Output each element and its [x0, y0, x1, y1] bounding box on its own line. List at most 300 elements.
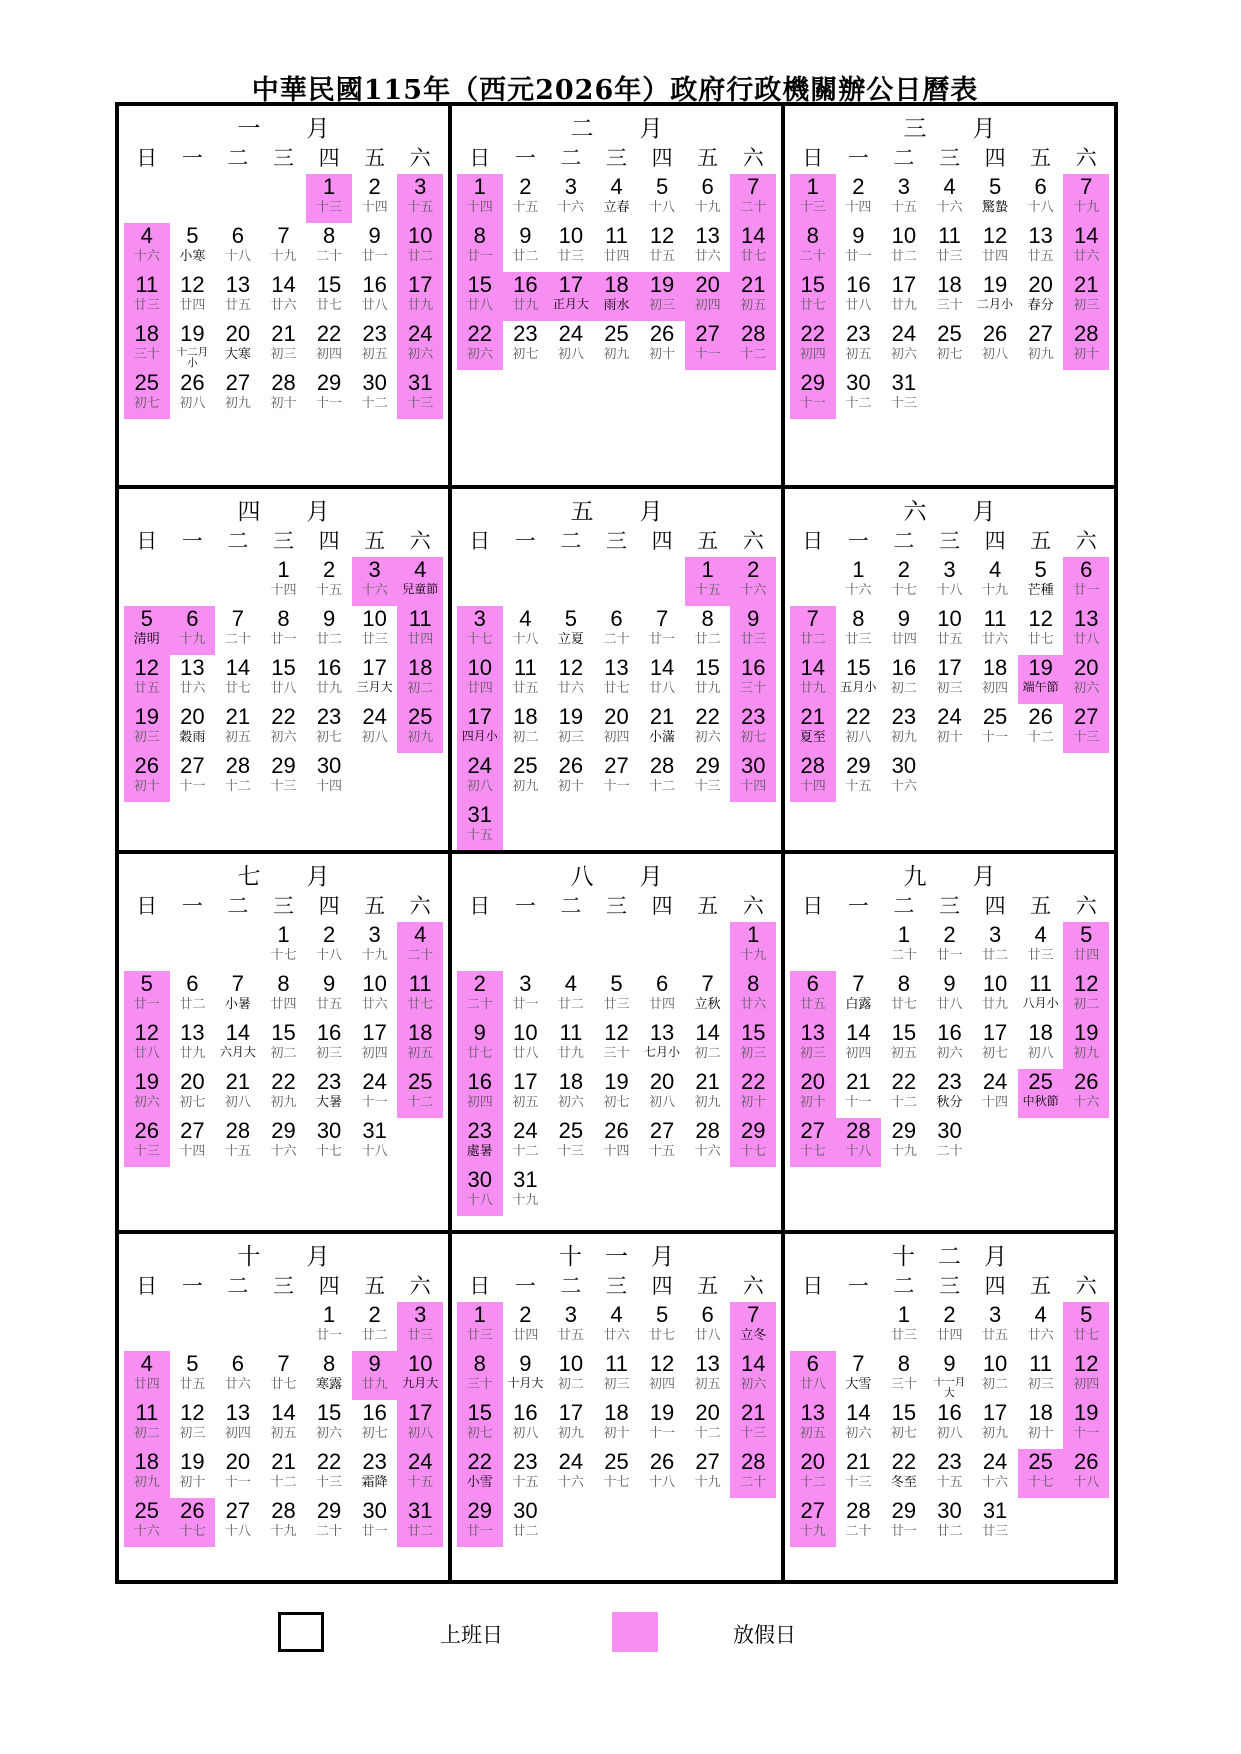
day-number: 24: [982, 1069, 1008, 1094]
weekday-header: [790, 527, 1109, 557]
day-lunar-label: 廿四: [603, 249, 630, 263]
day-lunar-label: 初二: [890, 681, 917, 695]
day-lunar-label: 二十: [740, 200, 767, 214]
day-number: 26: [180, 370, 205, 395]
day-cell: [170, 606, 216, 655]
day-number: 18: [134, 1449, 160, 1474]
day-lunar-label: 十五: [316, 583, 343, 597]
day-cell-empty: [1063, 370, 1109, 419]
day-number: 2: [897, 557, 911, 582]
day-cell: [1063, 606, 1109, 655]
day-lunar-label: 二十: [603, 632, 630, 646]
week-row: [457, 1351, 776, 1400]
day-lunar-label: 十二: [649, 779, 676, 793]
day-lunar-label: 初二: [133, 1426, 160, 1440]
day-number: 6: [186, 971, 199, 996]
day-number: 22: [800, 321, 826, 346]
day-number: 29: [846, 753, 871, 778]
day-lunar-label: 初六: [316, 1426, 343, 1440]
day-lunar-label: 廿三: [133, 298, 160, 312]
day-lunar-label: 初七: [316, 730, 343, 744]
day-cell: [685, 174, 731, 223]
day-cell: [352, 971, 398, 1020]
day-cell: [927, 922, 973, 971]
day-cell: [215, 704, 261, 753]
day-number: 29: [800, 370, 826, 395]
day-lunar-label: 初五: [224, 730, 251, 744]
day-lunar-label: 初四: [982, 681, 1009, 695]
day-lunar-label: 穀雨: [179, 730, 206, 744]
day-cell: [836, 1069, 882, 1118]
day-lunar-label: 初五: [512, 1095, 539, 1109]
week-row: [457, 1400, 776, 1449]
day-number: 9: [368, 1351, 381, 1376]
day-number: 21: [649, 704, 675, 729]
day-lunar-label: 廿六: [361, 997, 388, 1011]
weekday-label: 三: [605, 147, 627, 170]
day-lunar-label: 廿七: [649, 1328, 676, 1342]
day-cell-empty: [215, 174, 261, 223]
day-number: 8: [806, 223, 819, 248]
day-number: 7: [655, 606, 669, 631]
day-cell: [397, 1498, 443, 1547]
day-cell: [594, 321, 640, 370]
day-number: 21: [271, 1449, 296, 1474]
weekday-label: 五: [697, 1275, 719, 1298]
day-number: 17: [467, 704, 493, 729]
day-lunar-label: 三月大: [356, 681, 393, 694]
day-cell: [927, 971, 973, 1020]
day-cell: [927, 557, 973, 606]
day-cell: [639, 321, 685, 370]
day-cell-empty: [790, 557, 836, 606]
day-cell: [397, 1020, 443, 1069]
day-number: 10: [937, 606, 962, 631]
day-number: 8: [747, 971, 760, 996]
day-cell-empty: [124, 922, 170, 971]
day-cell: [215, 655, 261, 704]
day-lunar-label: 初八: [649, 1095, 676, 1109]
day-number: 27: [800, 1498, 826, 1523]
day-lunar-label: 廿四: [936, 1328, 963, 1342]
day-number: 22: [271, 1069, 296, 1094]
day-cell: [685, 655, 731, 704]
day-cell: [261, 655, 307, 704]
day-cell: [927, 1400, 973, 1449]
month-block-3: [785, 106, 1118, 489]
week-row: [790, 321, 1109, 370]
weekday-label: 六: [409, 147, 431, 170]
day-cell-empty: [457, 922, 503, 971]
day-lunar-label: 廿二: [512, 249, 539, 263]
day-cell: [594, 1069, 640, 1118]
day-number: 11: [1029, 1351, 1053, 1376]
day-number: 9: [519, 1351, 532, 1376]
day-cell: [836, 223, 882, 272]
day-lunar-label: 廿八: [133, 1046, 160, 1060]
day-cell: [639, 971, 685, 1020]
day-lunar-label: 初三: [557, 730, 584, 744]
day-cell: [352, 606, 398, 655]
day-cell-empty: [261, 174, 307, 223]
day-cell-empty: [548, 1167, 594, 1216]
week-row: [457, 922, 776, 971]
weekday-label: 三: [272, 1275, 294, 1298]
weekday-header: [790, 1272, 1109, 1302]
day-lunar-label: 初九: [224, 396, 251, 410]
day-cell-empty: [1018, 753, 1064, 802]
day-number: 22: [891, 1069, 917, 1094]
day-number: 21: [846, 1069, 871, 1094]
day-lunar-label: 初七: [890, 1426, 917, 1440]
day-number: 29: [891, 1118, 917, 1143]
day-cell: [215, 370, 261, 419]
weekday-header: [124, 527, 443, 557]
day-lunar-label: 八月小: [1022, 997, 1059, 1010]
day-number: 27: [695, 321, 720, 346]
day-cell-empty: [790, 922, 836, 971]
day-cell: [124, 1020, 170, 1069]
day-cell: [306, 971, 352, 1020]
day-number: 10: [558, 1351, 584, 1376]
day-number: 3: [564, 1302, 578, 1327]
day-cell: [790, 753, 836, 802]
day-cell: [639, 1020, 685, 1069]
month-title-1: 一 月: [237, 115, 330, 141]
month-title-12: 十 二 月: [892, 1243, 1007, 1269]
weekday-label: 五: [1030, 895, 1052, 918]
week-row: [790, 272, 1109, 321]
day-lunar-label: 廿四: [649, 997, 676, 1011]
day-lunar-label: 雨水: [603, 298, 630, 312]
day-number: 20: [604, 704, 629, 729]
day-lunar-label: 廿九: [982, 997, 1009, 1011]
day-cell: [639, 704, 685, 753]
day-number: 1: [277, 922, 290, 947]
day-number: 19: [1028, 655, 1053, 680]
day-lunar-label: 寒露: [316, 1377, 343, 1391]
day-lunar-label: 初四: [649, 1377, 676, 1391]
day-number: 25: [134, 1498, 160, 1523]
day-lunar-label: 二十: [316, 1524, 343, 1538]
day-number: 13: [180, 655, 205, 680]
day-number: 21: [225, 704, 251, 729]
day-lunar-label: 初九: [982, 1426, 1009, 1440]
day-number: 28: [271, 1498, 296, 1523]
day-number: 24: [407, 1449, 433, 1474]
day-cell: [730, 655, 776, 704]
day-number: 6: [1034, 174, 1047, 199]
day-number: 18: [937, 272, 962, 297]
day-number: 16: [937, 1400, 962, 1425]
week-row: [457, 272, 776, 321]
day-cell: [881, 174, 927, 223]
day-lunar-label: 十三: [270, 779, 297, 793]
weekday-label: 一: [514, 1275, 536, 1298]
day-number: 25: [604, 1449, 629, 1474]
day-cell: [685, 1069, 731, 1118]
day-lunar-label: 十四: [179, 1144, 206, 1158]
day-lunar-label: 初十: [557, 779, 584, 793]
week-row: [124, 1449, 443, 1498]
day-lunar-label: 十五: [694, 583, 721, 597]
day-number: 29: [316, 370, 342, 395]
week-row: [457, 557, 776, 606]
day-cell: [170, 1118, 216, 1167]
weekday-header: [457, 892, 776, 922]
day-number: 14: [846, 1400, 871, 1425]
day-number: 25: [604, 321, 629, 346]
day-number: 4: [988, 557, 1002, 582]
day-lunar-label: 十六: [694, 1144, 721, 1158]
weekday-label: 日: [469, 147, 491, 170]
day-number: 20: [180, 704, 205, 729]
day-cell: [1063, 1351, 1109, 1400]
day-cell: [927, 1069, 973, 1118]
day-cell: [397, 1351, 443, 1400]
day-lunar-label: 大暑: [316, 1095, 343, 1109]
day-cell: [594, 174, 640, 223]
day-lunar-label: 十二: [512, 1144, 539, 1158]
day-number: 14: [695, 1020, 720, 1045]
day-cell: [790, 223, 836, 272]
weekday-label: 六: [742, 1275, 764, 1298]
day-number: 9: [322, 971, 336, 996]
day-lunar-label: 初七: [512, 347, 539, 361]
day-lunar-label: 初五: [845, 347, 872, 361]
day-lunar-label: 廿五: [557, 1328, 584, 1342]
day-lunar-label: 初三: [1027, 1377, 1054, 1391]
weekday-label: 三: [938, 895, 960, 918]
day-cell: [397, 1400, 443, 1449]
day-lunar-label: 十三: [557, 1144, 584, 1158]
day-cell: [261, 1400, 307, 1449]
day-number: 23: [846, 321, 871, 346]
weekday-label: 六: [1075, 530, 1097, 553]
week-row: [457, 753, 776, 802]
day-cell: [1018, 1400, 1064, 1449]
day-number: 6: [806, 971, 819, 996]
day-cell: [1063, 1400, 1109, 1449]
day-lunar-label: 廿一: [649, 632, 676, 646]
day-number: 28: [1073, 321, 1099, 346]
day-lunar-label: 十一: [694, 347, 721, 361]
month-block-7: [119, 854, 452, 1234]
week-row: [790, 753, 1109, 802]
day-lunar-label: 初八: [982, 347, 1009, 361]
day-number: 24: [407, 321, 433, 346]
day-number: 30: [937, 1498, 962, 1523]
day-cell-empty: [639, 1167, 685, 1216]
day-lunar-label: 十二: [740, 347, 767, 361]
month-title-11: 十 一 月: [559, 1243, 674, 1269]
day-cell: [685, 223, 731, 272]
day-number: 13: [180, 1020, 205, 1045]
day-cell: [594, 704, 640, 753]
day-lunar-label: 四月小: [461, 730, 498, 743]
day-cell: [881, 370, 927, 419]
day-number: 12: [180, 1400, 205, 1425]
day-cell: [170, 1351, 216, 1400]
day-cell: [790, 1400, 836, 1449]
day-number: 3: [473, 606, 486, 631]
day-cell: [1018, 174, 1064, 223]
week-row: [790, 1400, 1109, 1449]
day-cell: [972, 1302, 1018, 1351]
week-row: [457, 223, 776, 272]
day-lunar-label: 十九: [799, 1524, 826, 1538]
day-cell-empty: [594, 557, 640, 606]
day-lunar-label: 廿六: [1073, 249, 1100, 263]
day-number: 8: [277, 971, 290, 996]
day-number: 11: [605, 223, 628, 248]
day-cell: [927, 1302, 973, 1351]
day-cell: [306, 1118, 352, 1167]
day-number: 21: [695, 1069, 720, 1094]
day-number: 7: [1080, 174, 1093, 199]
day-number: 2: [747, 557, 760, 582]
day-number: 30: [467, 1167, 493, 1192]
day-number: 2: [322, 557, 336, 582]
day-lunar-label: 廿三: [890, 1328, 917, 1342]
weekday-label: 一: [514, 530, 536, 553]
day-lunar-label: 初四: [845, 1046, 872, 1060]
day-number: 11: [938, 223, 961, 248]
day-cell: [261, 1118, 307, 1167]
day-number: 4: [414, 557, 427, 582]
day-cell: [261, 753, 307, 802]
day-cell: [124, 606, 170, 655]
day-lunar-label: 初七: [133, 396, 160, 410]
day-lunar-label: 廿七: [466, 1046, 493, 1060]
day-number: 9: [322, 606, 336, 631]
day-cell: [730, 1118, 776, 1167]
day-cell: [503, 753, 549, 802]
day-cell: [124, 223, 170, 272]
day-number: 10: [407, 223, 433, 248]
day-lunar-label: 十二: [407, 1095, 434, 1109]
day-cell: [397, 223, 443, 272]
day-number: 23: [467, 1118, 493, 1143]
day-cell-empty: [730, 802, 776, 851]
week-row: [790, 370, 1109, 419]
weekday-label: 三: [272, 530, 294, 553]
day-lunar-label: 初三: [649, 298, 676, 312]
day-cell: [594, 272, 640, 321]
day-lunar-label: 廿二: [799, 632, 826, 646]
day-number: 29: [467, 1498, 493, 1523]
day-cell: [261, 1498, 307, 1547]
day-cell: [790, 370, 836, 419]
day-number: 6: [1080, 557, 1093, 582]
day-number: 26: [649, 321, 675, 346]
day-cell: [457, 1498, 503, 1547]
day-lunar-label: 十五: [512, 1475, 539, 1489]
day-cell: [730, 272, 776, 321]
day-lunar-label: 廿四: [982, 249, 1009, 263]
day-lunar-label: 初三: [316, 1046, 343, 1060]
day-lunar-label: 初八: [179, 396, 206, 410]
day-cell: [457, 1020, 503, 1069]
day-number: 15: [800, 272, 826, 297]
day-number: 31: [407, 1498, 433, 1523]
day-cell-empty: [548, 557, 594, 606]
weekday-label: 五: [364, 895, 386, 918]
day-lunar-label: 十一: [1073, 1426, 1100, 1440]
week-row: [124, 606, 443, 655]
day-cell: [397, 272, 443, 321]
day-cell: [215, 1449, 261, 1498]
day-lunar-label: 廿八: [799, 1377, 826, 1391]
day-cell: [170, 704, 216, 753]
day-lunar-label: 十一: [799, 396, 826, 410]
day-cell-empty: [972, 370, 1018, 419]
week-row: [124, 1020, 443, 1069]
day-lunar-label: 清明: [133, 632, 160, 646]
week-row: [457, 1069, 776, 1118]
day-cell-empty: [170, 557, 216, 606]
day-number: 1: [322, 1302, 336, 1327]
day-cell: [215, 321, 261, 370]
day-lunar-label: 廿三: [361, 632, 388, 646]
day-number: 13: [800, 1400, 826, 1425]
day-cell: [730, 922, 776, 971]
day-lunar-label: 十八: [512, 632, 539, 646]
day-lunar-label: 初五: [270, 1426, 297, 1440]
day-number: 9: [747, 606, 760, 631]
day-lunar-label: 廿三: [740, 632, 767, 646]
day-lunar-label: 廿九: [316, 681, 343, 695]
day-number: 8: [322, 223, 336, 248]
day-number: 22: [740, 1069, 766, 1094]
day-cell: [639, 223, 685, 272]
day-lunar-label: 十六: [557, 1475, 584, 1489]
day-cell: [548, 606, 594, 655]
day-lunar-label: 十九: [512, 1193, 539, 1207]
day-number: 11: [983, 606, 1007, 631]
day-lunar-label: 廿六: [603, 1328, 630, 1342]
day-number: 4: [519, 606, 532, 631]
day-number: 9: [368, 223, 381, 248]
day-number: 2: [368, 1302, 381, 1327]
day-cell: [881, 606, 927, 655]
day-cell-empty: [730, 1167, 776, 1216]
day-lunar-label: 廿五: [936, 632, 963, 646]
day-cell: [790, 606, 836, 655]
day-cell: [881, 1020, 927, 1069]
day-cell-empty: [457, 557, 503, 606]
day-cell: [881, 655, 927, 704]
weekday-label: 二: [893, 147, 915, 170]
day-lunar-label: 十一: [649, 1426, 676, 1440]
day-number: 26: [558, 753, 584, 778]
day-number: 8: [701, 606, 714, 631]
day-cell: [1063, 704, 1109, 753]
day-cell: [503, 174, 549, 223]
weekday-label: 二: [560, 530, 582, 553]
day-number: 21: [800, 704, 826, 729]
day-lunar-label: 初三: [799, 1046, 826, 1060]
week-row: [124, 1118, 443, 1167]
day-cell: [1063, 1449, 1109, 1498]
day-number: 23: [937, 1449, 962, 1474]
day-number: 23: [362, 321, 387, 346]
day-cell: [503, 1302, 549, 1351]
month-title-5: 五 月: [570, 498, 663, 524]
day-lunar-label: 十二: [361, 396, 388, 410]
day-number: 16: [362, 272, 387, 297]
day-cell: [548, 174, 594, 223]
